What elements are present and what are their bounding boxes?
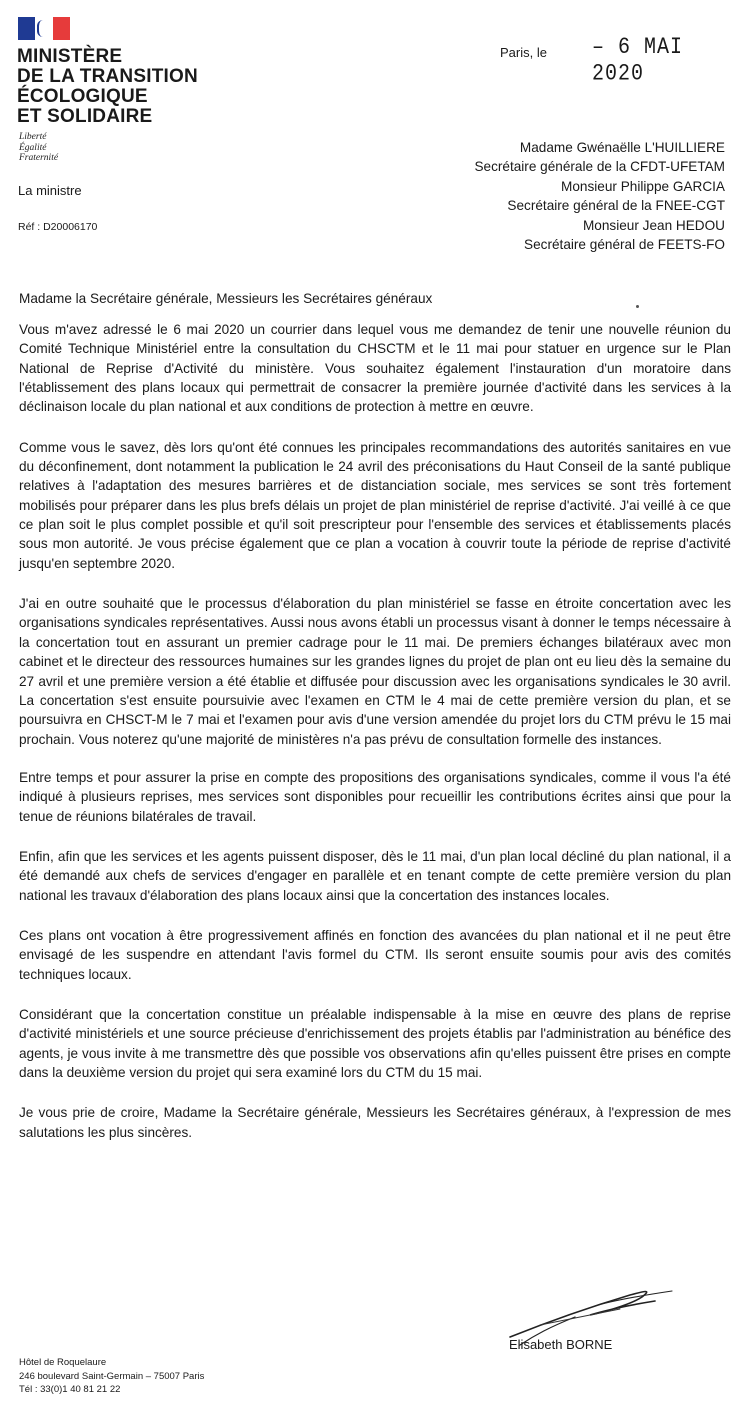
letter-body — [19, 320, 731, 1142]
recipient-line: Secrétaire générale de la CFDT-UFETAM — [474, 159, 725, 175]
letter-city: Paris, le — [500, 45, 547, 60]
recipient-block — [474, 138, 725, 254]
reference-number: Réf : D20006170 — [18, 221, 98, 233]
ministry-name — [17, 47, 198, 127]
footer-address — [19, 1356, 204, 1397]
body-paragraph: Entre temps et pour assurer la prise en compte des propositions des organisations syndicales, comme il vous l'a été indiqué à plusieurs reprises, mes services sont disponibles pour recueillir les contributions écrites ainsi que pour la tenue de réunions bilatérales de travail. — [19, 769, 731, 824]
motto-line: Liberté — [19, 132, 47, 142]
recipient-line: Monsieur Jean HEDOU — [582, 217, 725, 233]
salutation: Madame la Secrétaire générale, Messieurs les Secrétaires généraux — [19, 291, 433, 306]
ministry-line: MINISTÈRE — [17, 46, 123, 67]
recipient-line: Madame Gwénaëlle L'HUILLIERE — [519, 140, 725, 155]
body-paragraph: Enfin, afin que les services et les agents puissent disposer, dès le 11 mai, d'un plan local décliné du plan national, il a été demandé aux chefs de services d'engager en parallèle et en tenant compte de cette première version du plan national les travaux d'élaboration des plans locaux ainsi que la concertation des instances locales. — [19, 848, 731, 903]
body-paragraph: Considérant que la concertation constitue un préalable indispensable à la mise en œuvre des plans de reprise d'activité ministériels et une source précieuse d'enrichissement des projets établis par l'administration au bénéfice des agents, je vous invite à me transmettre dès que possible vos observations afin qu'elles puissent être prises en compte dans la deuxième version du projet qui sera examiné lors du CTM du 15 mai. — [19, 1006, 731, 1080]
republic-motto — [19, 132, 58, 164]
ministry-line: ET SOLIDAIRE — [17, 106, 153, 127]
address-line: 246 boulevard Saint-Germain – 75007 Paris — [19, 1370, 205, 1382]
motto-line: Égalité — [19, 142, 47, 153]
address-line: Hôtel de Roquelaure — [19, 1357, 107, 1368]
body-paragraph: Je vous prie de croire, Madame la Secrétaire générale, Messieurs les Secrétaires généraux, à l'expression de mes salutations les plus sincères. — [19, 1105, 731, 1140]
body-paragraph: Vous m'avez adressé le 6 mai 2020 un courrier dans lequel vous me demandez de tenir une nouvelle réunion du Comité Technique Ministériel entre la consultation du CHSCTM et le 11 mai pour statuer en urgence sur le Plan National de Reprise d'Activité du ministère. Vous souhaitez également l'instauration d'un moratoire dans l'établissement des plans locaux qui permettrait de consacrer la première journée d'activité dans les services à la déclinaison locale du plan national et aux conditions de protection à mettre en œuvre. — [19, 322, 731, 415]
ministry-line: ÉCOLOGIQUE — [17, 86, 148, 107]
body-paragraph: Comme vous le savez, dès lors qu'ont été connues les principales recommandations des autorités sanitaires en vue du déconfinement, dont notamment la publication le 24 avril des préconisations du Haut Conseil de la santé publique relatives à l'adaptation des mesures barrières et de distanciation sociale, mes services se sont très fortement mobilisés pour préparer dans les plus brefs délais un projet de plan ministériel de reprise d'activité. J'ai veillé à ce que ce plan soit le plus complet possible et qu'il soit prescripteur pour l'ensemble des services et établissements placés sous mon autorité. Je vous précise également que ce plan a vocation à couvrir toute la période de reprise d'activité jusqu'en septembre 2020. — [19, 439, 731, 571]
body-paragraph: Ces plans ont vocation à être progressivement affinés en fonction des avancées du plan national et il ne peut être envisagé de les suspendre en attendant l'avis formel du CTM. Ils seront ensuite soumis pour avis des comités techniques locaux. — [19, 927, 731, 982]
french-republic-logo — [18, 17, 70, 40]
letter-date-stamp: – 6 MAI 2020 — [592, 34, 684, 88]
recipient-line: Secrétaire général de la FNEE-CGT — [507, 198, 725, 214]
recipient-line: Monsieur Philippe GARCIA — [561, 178, 725, 194]
signer-name: Elisabeth BORNE — [509, 1337, 613, 1352]
address-line: Tél : 33(0)1 40 81 21 22 — [19, 1384, 121, 1395]
ministry-line: DE LA TRANSITION — [17, 66, 198, 87]
sender-title: La ministre — [18, 183, 82, 198]
scan-speck — [636, 305, 639, 308]
body-paragraph: J'ai en outre souhaité que le processus d'élaboration du plan ministériel se fasse en étroite concertation avec les organisations syndicales représentatives. Aussi nous avons établi un processus visant à donner le temps nécessaire à la concertation tout en assurant un premier cadrage pour le 11 mai. De premiers échanges bilatéraux avec mon cabinet et le directeur des ressources humaines sur les grandes lignes du projet de plan ont eu lieu dès la semaine du 27 avril et une première version a été établie et diffusée pour discussion avec les organisations syndicales le 30 avril. La concertation s'est ensuite poursuivie avec l'examen en CTM le 4 mai de cette première version du plan, et se poursuivra en CHSCT-M le 7 mai et l'examen pour avis d'une version amendée du projet lors du CTM prévu le 15 mai prochain. Vous noterez qu'une majorité de ministères n'a pas prévu de consultation formelle des instances. — [19, 596, 731, 747]
marianne-icon — [37, 20, 53, 37]
recipient-line: Secrétaire général de FEETS-FO — [524, 237, 725, 253]
motto-line: Fraternité — [19, 153, 59, 163]
